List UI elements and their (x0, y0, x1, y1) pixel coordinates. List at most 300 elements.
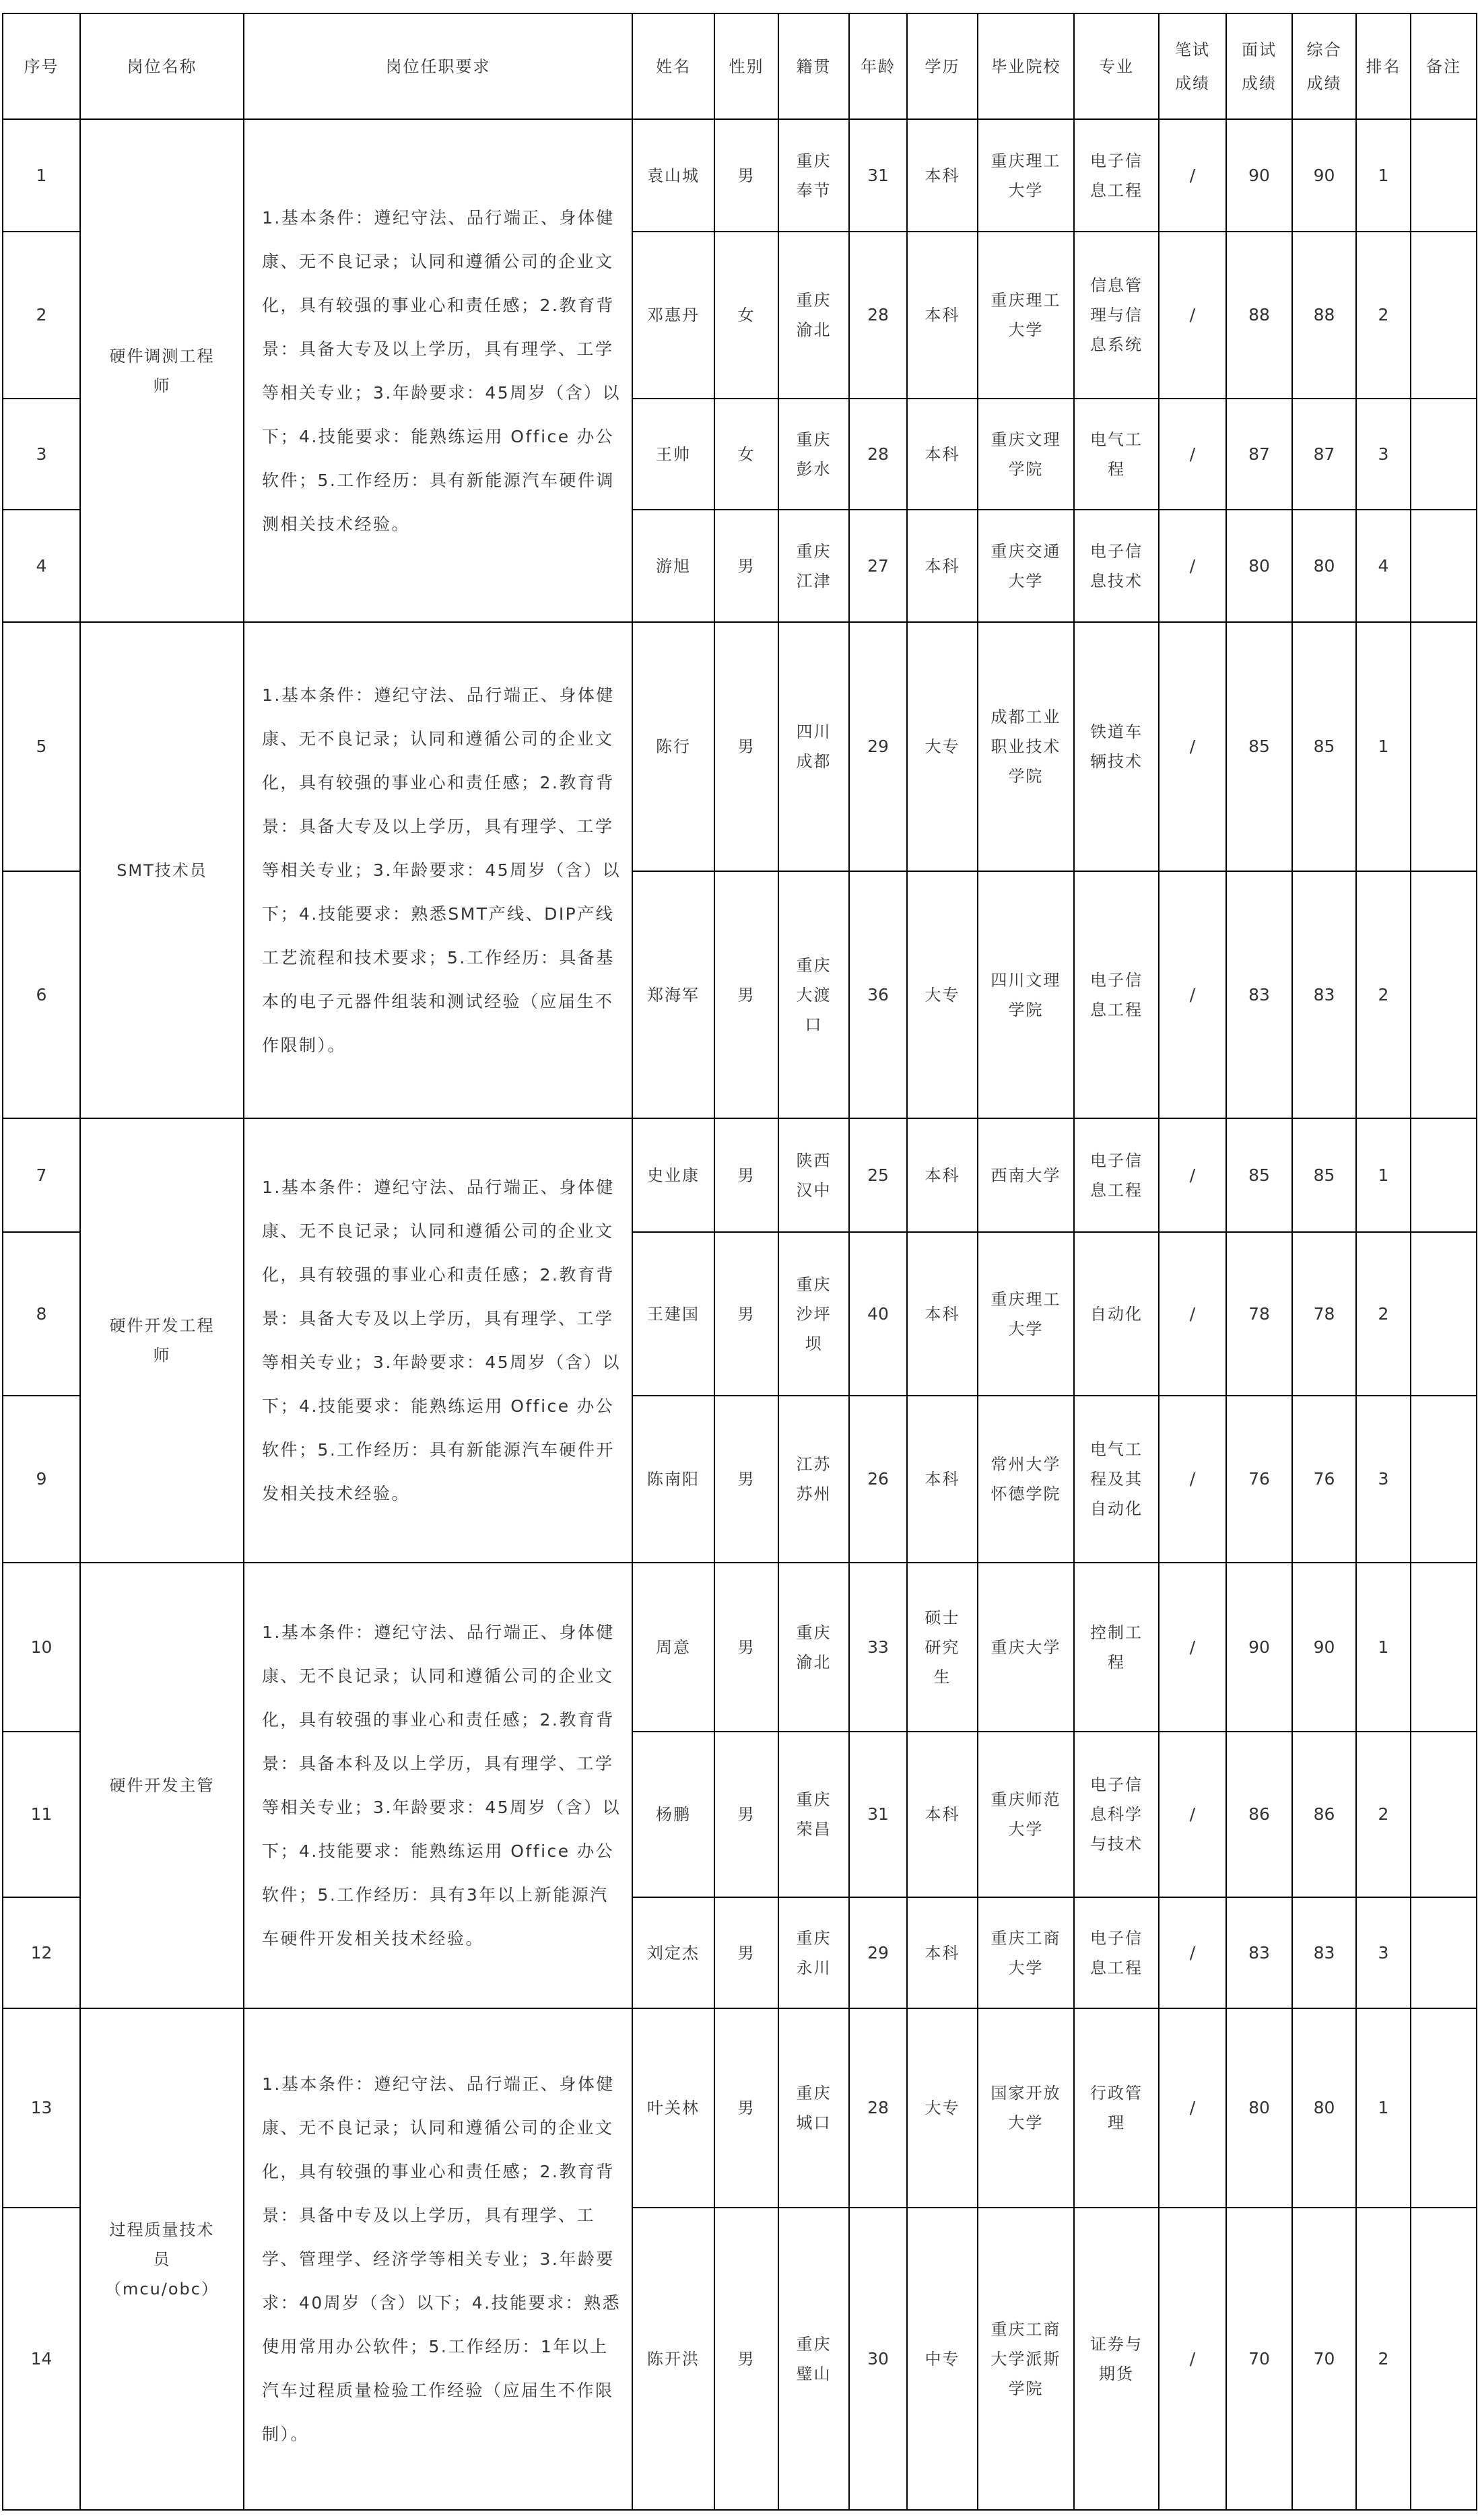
cell-total-text: 80 (1313, 555, 1335, 576)
cell-written (1159, 232, 1226, 399)
cell-age (849, 1732, 907, 1897)
cell-origin (778, 1563, 849, 1732)
cell-total (1292, 1732, 1356, 1897)
cell-major-text: 电气工程 (1090, 430, 1143, 479)
cell-total (1292, 1118, 1356, 1232)
cell-total-text: 90 (1313, 165, 1335, 185)
cell-rank (1356, 1563, 1411, 1732)
cell-note (1411, 1897, 1477, 2008)
cell-gender (714, 1897, 778, 2008)
cell-origin-text: 重庆渝北 (796, 291, 832, 339)
cell-age (849, 510, 907, 622)
cell-school (978, 1232, 1074, 1396)
cell-origin (778, 2008, 849, 2208)
cell-edu-text: 中专 (925, 2349, 960, 2369)
cell-school (978, 1118, 1074, 1232)
cell-edu-text: 大专 (925, 2099, 960, 2117)
cell-major-text: 自动化 (1090, 1304, 1143, 1324)
cell-written-text: / (1189, 555, 1196, 576)
cell-gender-text: 男 (737, 1470, 755, 1489)
cell-note (1411, 871, 1477, 1118)
cell-origin-text: 重庆彭水 (796, 430, 832, 479)
cell-origin (778, 119, 849, 232)
cell-school-text: 重庆理工大学 (990, 1289, 1061, 1338)
cell-origin-text: 重庆渝北 (796, 1623, 832, 1672)
cell-name (632, 622, 714, 871)
column-header-label: 岗位任职要求 (385, 57, 491, 76)
cell-name (632, 871, 714, 1118)
cell-age (849, 399, 907, 510)
cell-rank-text: 1 (1378, 2098, 1389, 2117)
cell-total-text: 76 (1313, 1469, 1335, 1489)
cell-name (632, 232, 714, 399)
cell-total (1292, 399, 1356, 510)
cell-edu (907, 119, 978, 232)
cell-name-text: 杨鹏 (656, 1805, 691, 1824)
cell-gender-text: 男 (737, 737, 755, 756)
cell-age-text: 25 (867, 1165, 889, 1185)
cell-name (632, 399, 714, 510)
cell-rank-text: 4 (1378, 555, 1389, 576)
cell-interview-text: 78 (1248, 1303, 1270, 1324)
cell-rank (1356, 1897, 1411, 2008)
cell-note (1411, 622, 1477, 871)
position-requirements-text: 1.基本条件：遵纪守法、品行端正、身体健康、无不良记录；认同和遵循公司的企业文化，具有较强的事业心和责任感；2.教育背景：具备本科及以上学历，具有理学、工学等相关专业；3.年龄要求：45周岁（含）以下；4.技能要求：能熟练运用 Office 办公软件；5.工作经历：具有3年以上新能源汽车硬件开发相关技术经验。 (262, 1623, 622, 1948)
column-header-no (3, 13, 80, 119)
cell-origin-text: 重庆城口 (796, 2084, 832, 2132)
position-requirements-text: 1.基本条件：遵纪守法、品行端正、身体健康、无不良记录；认同和遵循公司的企业文化，具有较强的事业心和责任感；2.教育背景：具备大专及以上学历，具有理学、工学等相关专业；3.年龄要求：45周岁（含）以下；4.技能要求：熟悉SMT产线、DIP产线工艺流程和技术要求；5.工作经历：具备基本的电子元器件组装和测试经验（应届生不作限制）。 (262, 685, 622, 1055)
column-header-label: 岗位名称 (127, 57, 197, 76)
cell-rank-text: 2 (1378, 305, 1389, 325)
cell-major (1074, 1563, 1159, 1732)
cell-school (978, 622, 1074, 871)
cell-no-text: 12 (30, 1942, 53, 1963)
cell-rank (1356, 399, 1411, 510)
cell-edu (907, 1732, 978, 1897)
cell-written-text: / (1189, 2098, 1196, 2117)
position-requirements-text: 1.基本条件：遵纪守法、品行端正、身体健康、无不良记录；认同和遵循公司的企业文化，具有较强的事业心和责任感；2.教育背景：具备大专及以上学历，具有理学、工学等相关专业；3.年龄要求：45周岁（含）以下；4.技能要求：能熟练运用 Office 办公软件；5.工作经历：具有新能源汽车硬件开发相关技术经验。 (262, 1178, 622, 1503)
cell-interview-text: 90 (1248, 1637, 1270, 1657)
cell-interview (1226, 1396, 1292, 1563)
column-header-rank (1356, 13, 1411, 119)
cell-major-text: 电子信息工程 (1090, 151, 1143, 200)
cell-rank-text: 3 (1378, 444, 1389, 464)
cell-written-text: / (1189, 444, 1196, 464)
column-header-education (907, 13, 978, 119)
cell-total-text: 83 (1313, 984, 1335, 1004)
position-title-text: 硬件开发工程师 (109, 1316, 215, 1365)
cell-interview (1226, 1897, 1292, 2008)
cell-name (632, 1732, 714, 1897)
cell-edu (907, 399, 978, 510)
cell-age-text: 40 (867, 1303, 889, 1324)
cell-origin-text: 重庆大渡口 (796, 955, 832, 1034)
cell-school-text: 重庆工商大学派斯学院 (990, 2319, 1061, 2398)
cell-name (632, 119, 714, 232)
cell-gender-text: 男 (737, 1304, 755, 1324)
cell-school (978, 1897, 1074, 2008)
column-header-school (978, 13, 1074, 119)
column-header-name (632, 13, 714, 119)
cell-gender-text: 男 (737, 1805, 755, 1824)
position-requirements (244, 1118, 632, 1563)
cell-edu (907, 2208, 978, 2510)
cell-name (632, 1118, 714, 1232)
cell-school-text: 重庆文理学院 (990, 430, 1061, 479)
cell-interview-text: 87 (1248, 444, 1270, 464)
cell-no (3, 1897, 80, 2008)
cell-major-text: 电子信息科学与技术 (1090, 1775, 1143, 1853)
cell-total (1292, 1563, 1356, 1732)
position-requirements-text: 1.基本条件：遵纪守法、品行端正、身体健康、无不良记录；认同和遵循公司的企业文化，具有较强的事业心和责任感；2.教育背景：具备大专及以上学历，具有理学、工学等相关专业；3.年龄要求：45周岁（含）以下；4.技能要求：能熟练运用 Office 办公软件；5.工作经历：具有新能源汽车硬件调测相关技术经验。 (262, 207, 622, 534)
cell-age-text: 33 (867, 1637, 889, 1657)
cell-gender-text: 男 (737, 166, 755, 185)
cell-written-text: / (1189, 305, 1196, 325)
cell-rank (1356, 871, 1411, 1118)
cell-interview (1226, 2008, 1292, 2208)
cell-written (1159, 1563, 1226, 1732)
cell-interview-text: 83 (1248, 1942, 1270, 1963)
table-row (3, 2008, 1477, 2208)
cell-no (3, 1396, 80, 1563)
cell-major (1074, 399, 1159, 510)
cell-written-text: / (1189, 1942, 1196, 1963)
cell-origin-text: 重庆奉节 (796, 151, 832, 200)
cell-school (978, 119, 1074, 232)
cell-interview-text: 90 (1248, 165, 1270, 185)
cell-written (1159, 871, 1226, 1118)
cell-gender (714, 1563, 778, 1732)
cell-major-text: 铁道车辆技术 (1090, 722, 1143, 771)
cell-rank-text: 3 (1378, 1942, 1389, 1963)
cell-gender (714, 1732, 778, 1897)
cell-school-text: 重庆理工大学 (990, 291, 1061, 339)
cell-age-text: 30 (867, 2348, 889, 2369)
cell-rank-text: 2 (1378, 2348, 1389, 2369)
cell-age (849, 2008, 907, 2208)
column-header-note (1411, 13, 1477, 119)
cell-gender-text: 男 (737, 2099, 755, 2117)
cell-gender-text: 男 (737, 1165, 755, 1185)
cell-school-text: 重庆师范大学 (990, 1790, 1061, 1839)
column-header-requirements (244, 13, 632, 119)
cell-no (3, 1232, 80, 1396)
cell-name-text: 周意 (656, 1637, 691, 1657)
header-row (3, 13, 1477, 119)
cell-school-text: 西南大学 (990, 1165, 1061, 1185)
position-requirements (244, 119, 632, 622)
cell-origin (778, 510, 849, 622)
cell-name (632, 2008, 714, 2208)
cell-name-text: 袁山城 (647, 166, 700, 185)
cell-written (1159, 1118, 1226, 1232)
cell-written (1159, 2008, 1226, 2208)
column-header-label: 面试成绩 (1242, 40, 1277, 93)
cell-total-text: 70 (1313, 2348, 1335, 2369)
cell-interview-text: 88 (1248, 305, 1270, 325)
cell-no-text: 6 (36, 984, 47, 1004)
cell-total-text: 86 (1313, 1804, 1335, 1824)
cell-name (632, 1897, 714, 2008)
cell-major (1074, 119, 1159, 232)
cell-no (3, 1732, 80, 1897)
cell-edu-text: 本科 (925, 306, 960, 325)
cell-name-text: 王建国 (647, 1304, 700, 1324)
cell-school-text: 四川文理学院 (990, 970, 1061, 1019)
cell-edu (907, 1897, 978, 2008)
cell-age-text: 28 (867, 2098, 889, 2117)
cell-origin (778, 1118, 849, 1232)
cell-name (632, 1232, 714, 1396)
cell-edu (907, 1118, 978, 1232)
cell-no (3, 510, 80, 622)
cell-no (3, 232, 80, 399)
cell-age-text: 31 (867, 1804, 889, 1824)
cell-note (1411, 510, 1477, 622)
cell-name-text: 陈开洪 (647, 2349, 700, 2369)
cell-edu-text: 本科 (925, 444, 960, 464)
column-header-position (80, 13, 244, 119)
column-header-label: 专业 (1099, 57, 1134, 76)
cell-name-text: 史业康 (647, 1165, 700, 1185)
table-row (3, 1563, 1477, 1732)
cell-origin-text: 重庆永川 (796, 1928, 832, 1977)
cell-major-text: 电子信息技术 (1090, 541, 1143, 590)
cell-interview (1226, 510, 1292, 622)
cell-major (1074, 2208, 1159, 2510)
cell-note (1411, 2208, 1477, 2510)
cell-total-text: 80 (1313, 2098, 1335, 2117)
cell-note (1411, 399, 1477, 510)
cell-total-text: 87 (1313, 444, 1335, 464)
cell-interview-text: 85 (1248, 737, 1270, 756)
column-header-label: 排名 (1366, 57, 1401, 76)
cell-origin-text: 重庆璧山 (796, 2334, 832, 2383)
cell-origin (778, 622, 849, 871)
cell-written-text: / (1189, 1637, 1196, 1657)
table-row (3, 119, 1477, 232)
cell-major (1074, 871, 1159, 1118)
cell-rank (1356, 119, 1411, 232)
cell-origin (778, 2208, 849, 2510)
cell-origin (778, 1732, 849, 1897)
cell-gender (714, 871, 778, 1118)
cell-written (1159, 1396, 1226, 1563)
cell-age (849, 622, 907, 871)
column-header-label: 序号 (24, 57, 59, 76)
cell-gender-text: 男 (737, 985, 755, 1004)
cell-note (1411, 1118, 1477, 1232)
column-header-major (1074, 13, 1159, 119)
position-requirements (244, 622, 632, 1118)
cell-edu (907, 1396, 978, 1563)
cell-written (1159, 1897, 1226, 2008)
cell-major (1074, 510, 1159, 622)
cell-age-text: 28 (867, 305, 889, 325)
column-header-interview-score (1226, 13, 1292, 119)
cell-no (3, 622, 80, 871)
column-header-total-score (1292, 13, 1356, 119)
column-header-label: 笔试成绩 (1175, 40, 1210, 93)
cell-origin (778, 1232, 849, 1396)
cell-age-text: 31 (867, 165, 889, 185)
cell-age-text: 36 (867, 984, 889, 1004)
cell-origin (778, 871, 849, 1118)
cell-written-text: / (1189, 1804, 1196, 1824)
position-title (80, 1563, 244, 2008)
cell-age (849, 871, 907, 1118)
cell-no-text: 7 (36, 1165, 47, 1185)
position-requirements (244, 1563, 632, 2008)
cell-origin (778, 1897, 849, 2008)
cell-age (849, 1118, 907, 1232)
cell-name-text: 邓惠丹 (647, 306, 700, 325)
cell-major (1074, 1396, 1159, 1563)
cell-interview (1226, 1118, 1292, 1232)
cell-major-text: 控制工程 (1090, 1623, 1143, 1672)
cell-written-text: / (1189, 165, 1196, 185)
cell-interview (1226, 232, 1292, 399)
cell-rank-text: 3 (1378, 1469, 1389, 1489)
cell-school (978, 1732, 1074, 1897)
cell-written-text: / (1189, 1165, 1196, 1185)
cell-name-text: 刘定杰 (647, 1943, 700, 1963)
cell-major-text: 电子信息工程 (1090, 1928, 1143, 1977)
cell-written-text: / (1189, 1469, 1196, 1489)
cell-age-text: 29 (867, 1942, 889, 1963)
cell-no (3, 1118, 80, 1232)
cell-major-text: 电子信息工程 (1090, 1151, 1143, 1200)
cell-age-text: 29 (867, 737, 889, 756)
column-header-gender (714, 13, 778, 119)
cell-written (1159, 399, 1226, 510)
cell-name (632, 510, 714, 622)
cell-interview-text: 70 (1248, 2348, 1270, 2369)
cell-school-text: 国家开放大学 (990, 2084, 1061, 2132)
cell-rank (1356, 2008, 1411, 2208)
cell-gender-text: 男 (737, 556, 755, 576)
cell-edu-text: 本科 (925, 1165, 960, 1185)
cell-origin-text: 重庆荣昌 (796, 1790, 832, 1839)
cell-name-text: 王帅 (656, 444, 691, 464)
cell-rank (1356, 510, 1411, 622)
table-row (3, 1118, 1477, 1232)
cell-written-text: / (1189, 2348, 1196, 2369)
position-requirements-text: 1.基本条件：遵纪守法、品行端正、身体健康、无不良记录；认同和遵循公司的企业文化，具有较强的事业心和责任感；2.教育背景：具备中专及以上学历，具有理学、工学、管理学、经济学等相关专业；3.年龄要求：40周岁（含）以下；4.技能要求：熟悉使用常用办公软件；5.工作经历：1年以上汽车过程质量检验工作经验（应届生不作限制）。 (262, 2074, 622, 2444)
cell-no (3, 119, 80, 232)
cell-edu-text: 本科 (925, 1304, 960, 1324)
cell-total (1292, 1897, 1356, 2008)
cell-major (1074, 1897, 1159, 2008)
cell-gender (714, 2008, 778, 2208)
column-header-label: 学历 (925, 57, 960, 76)
cell-written-text: / (1189, 984, 1196, 1004)
cell-major-text: 行政管理 (1090, 2084, 1143, 2132)
cell-total (1292, 119, 1356, 232)
results-table (2, 13, 1477, 2511)
cell-origin-text: 陕西汉中 (796, 1151, 832, 1200)
cell-interview (1226, 119, 1292, 232)
position-title-text: 硬件开发主管 (109, 1776, 215, 1795)
cell-no-text: 10 (30, 1637, 53, 1657)
cell-total (1292, 622, 1356, 871)
cell-school (978, 2208, 1074, 2510)
cell-rank-text: 1 (1378, 1165, 1389, 1185)
cell-gender (714, 119, 778, 232)
cell-rank (1356, 1232, 1411, 1396)
cell-major-text: 电气工程及其自动化 (1090, 1440, 1143, 1518)
cell-written (1159, 510, 1226, 622)
cell-no-text: 13 (30, 2098, 53, 2117)
cell-interview-text: 86 (1248, 1804, 1270, 1824)
cell-interview-text: 83 (1248, 984, 1270, 1004)
cell-gender (714, 232, 778, 399)
cell-total (1292, 2008, 1356, 2208)
cell-major (1074, 2008, 1159, 2208)
cell-total (1292, 232, 1356, 399)
table-row (3, 622, 1477, 871)
cell-edu-text: 本科 (925, 166, 960, 185)
cell-school (978, 510, 1074, 622)
cell-major-text: 电子信息工程 (1090, 970, 1143, 1019)
position-title (80, 2008, 244, 2510)
cell-school (978, 399, 1074, 510)
cell-rank (1356, 232, 1411, 399)
cell-no (3, 399, 80, 510)
column-header-label: 综合成绩 (1306, 40, 1342, 93)
cell-major (1074, 232, 1159, 399)
cell-gender (714, 622, 778, 871)
cell-note (1411, 232, 1477, 399)
cell-school-text: 重庆交通大学 (990, 541, 1061, 590)
cell-note (1411, 2008, 1477, 2208)
cell-written (1159, 2208, 1226, 2510)
position-title (80, 622, 244, 1118)
position-requirements (244, 2008, 632, 2510)
cell-rank (1356, 1396, 1411, 1563)
cell-age (849, 1396, 907, 1563)
cell-school-text: 重庆理工大学 (990, 151, 1061, 200)
cell-school-text: 重庆大学 (990, 1637, 1061, 1657)
position-title-text: SMT技术员 (116, 860, 207, 880)
column-header-label: 姓名 (656, 57, 691, 76)
cell-age-text: 28 (867, 444, 889, 464)
cell-total (1292, 2208, 1356, 2510)
cell-rank-text: 1 (1378, 165, 1389, 185)
cell-no-text: 3 (36, 444, 47, 464)
cell-interview (1226, 1563, 1292, 1732)
cell-note (1411, 1396, 1477, 1563)
position-title (80, 1118, 244, 1563)
cell-school (978, 871, 1074, 1118)
cell-total-text: 88 (1313, 305, 1335, 325)
cell-interview-text: 80 (1248, 2098, 1270, 2117)
cell-major (1074, 622, 1159, 871)
cell-rank (1356, 2208, 1411, 2510)
cell-edu-text: 本科 (925, 1805, 960, 1824)
cell-gender (714, 1118, 778, 1232)
cell-no (3, 2208, 80, 2510)
cell-written (1159, 119, 1226, 232)
cell-major (1074, 1232, 1159, 1396)
cell-no-text: 2 (36, 305, 47, 325)
cell-gender (714, 2208, 778, 2510)
cell-edu-text: 本科 (925, 1943, 960, 1963)
cell-interview-text: 76 (1248, 1469, 1270, 1489)
cell-rank (1356, 622, 1411, 871)
cell-gender (714, 399, 778, 510)
cell-age (849, 1232, 907, 1396)
